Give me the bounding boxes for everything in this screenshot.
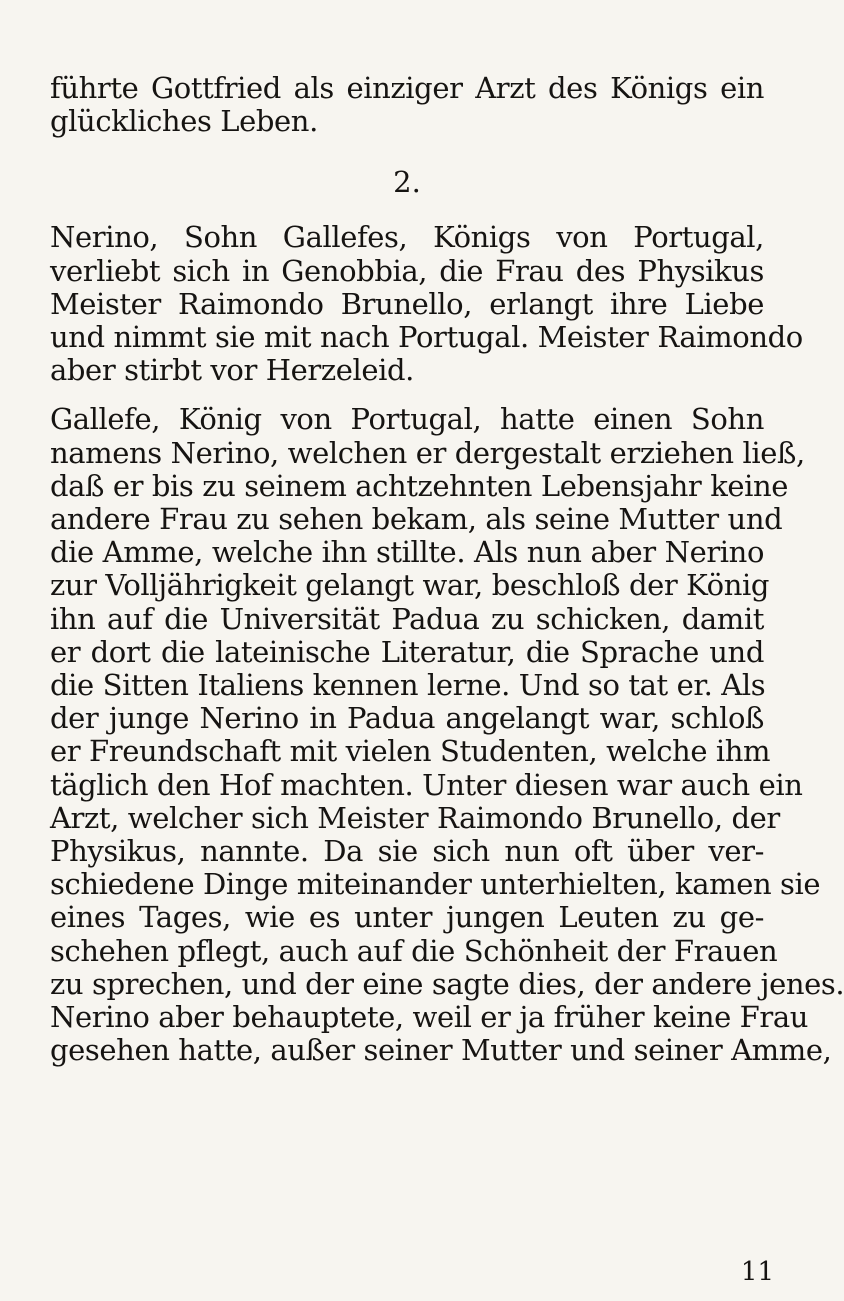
text-line: daß er bis zu seinem achtzehnten Lebensjahr keine xyxy=(50,468,789,503)
text-line: er Freundschaft mit vielen Studenten, welche ihm xyxy=(50,734,771,769)
text-line: glückliches Leben. xyxy=(50,104,318,139)
text-line: eines Tages, wie es unter jungen Leuten zu ge- xyxy=(50,900,764,935)
text-line: Nerino aber behauptete, weil er ja früher keine Frau xyxy=(50,1000,809,1035)
text-line: andere Frau zu sehen bekam, als seine Mutter und xyxy=(50,502,783,537)
text-line: gesehen hatte, außer seiner Mutter und seiner Amme, xyxy=(50,1033,832,1068)
chapter-summary xyxy=(50,220,803,388)
text-line: zur Volljährigkeit gelangt war, beschloß der König xyxy=(50,568,770,603)
text-line: zu sprechen, und der eine sagte dies, der andere jenes. xyxy=(50,966,844,1001)
chapter-body xyxy=(50,402,844,1068)
text-line: die Amme, welche ihn stillte. Als nun aber Nerino xyxy=(50,535,764,570)
text-line: schiedene Dinge miteinander unterhielten, kamen sie xyxy=(50,867,821,902)
text-line: Arzt, welcher sich Meister Raimondo Brunello, der xyxy=(50,800,780,835)
text-line: schehen pflegt, auch auf die Schönheit der Frauen xyxy=(50,933,778,968)
text-line: der junge Nerino in Padua angelangt war, schloß xyxy=(50,701,764,736)
intro-block xyxy=(50,72,764,138)
text-line: täglich den Hof machten. Unter diesen war auch ein xyxy=(50,767,803,802)
chapter-number: 2. xyxy=(393,165,421,200)
text-line: und nimmt sie mit nach Portugal. Meister Raimondo xyxy=(50,320,803,355)
text-line: Physikus, nannte. Da sie sich nun oft über ver- xyxy=(50,834,764,869)
text-line: Nerino, Sohn Gallefes, Königs von Portugal, xyxy=(50,220,764,255)
text-line: führte Gottfried als einziger Arzt des Königs ein xyxy=(50,71,764,105)
text-line: die Sitten Italiens kennen lerne. Und so tat er. Als xyxy=(50,668,766,703)
text-line: Gallefe, König von Portugal, hatte einen Sohn xyxy=(50,402,764,437)
text-line: ihn auf die Universität Padua zu schicken, damit xyxy=(50,601,764,636)
page-number: 11 xyxy=(740,1257,774,1287)
paragraph-gap xyxy=(50,387,764,403)
text-line: verliebt sich in Genobbia, die Frau des Physikus xyxy=(50,253,764,288)
text-line: Meister Raimondo Brunello, erlangt ihre Liebe xyxy=(50,286,764,321)
text-line: er dort die lateinische Literatur, die Sprache und xyxy=(50,634,764,669)
text-line: aber stirbt vor Herzeleid. xyxy=(50,353,414,388)
text-line: namens Nerino, welchen er dergestalt erziehen ließ, xyxy=(50,435,805,470)
page-text xyxy=(50,71,844,1068)
